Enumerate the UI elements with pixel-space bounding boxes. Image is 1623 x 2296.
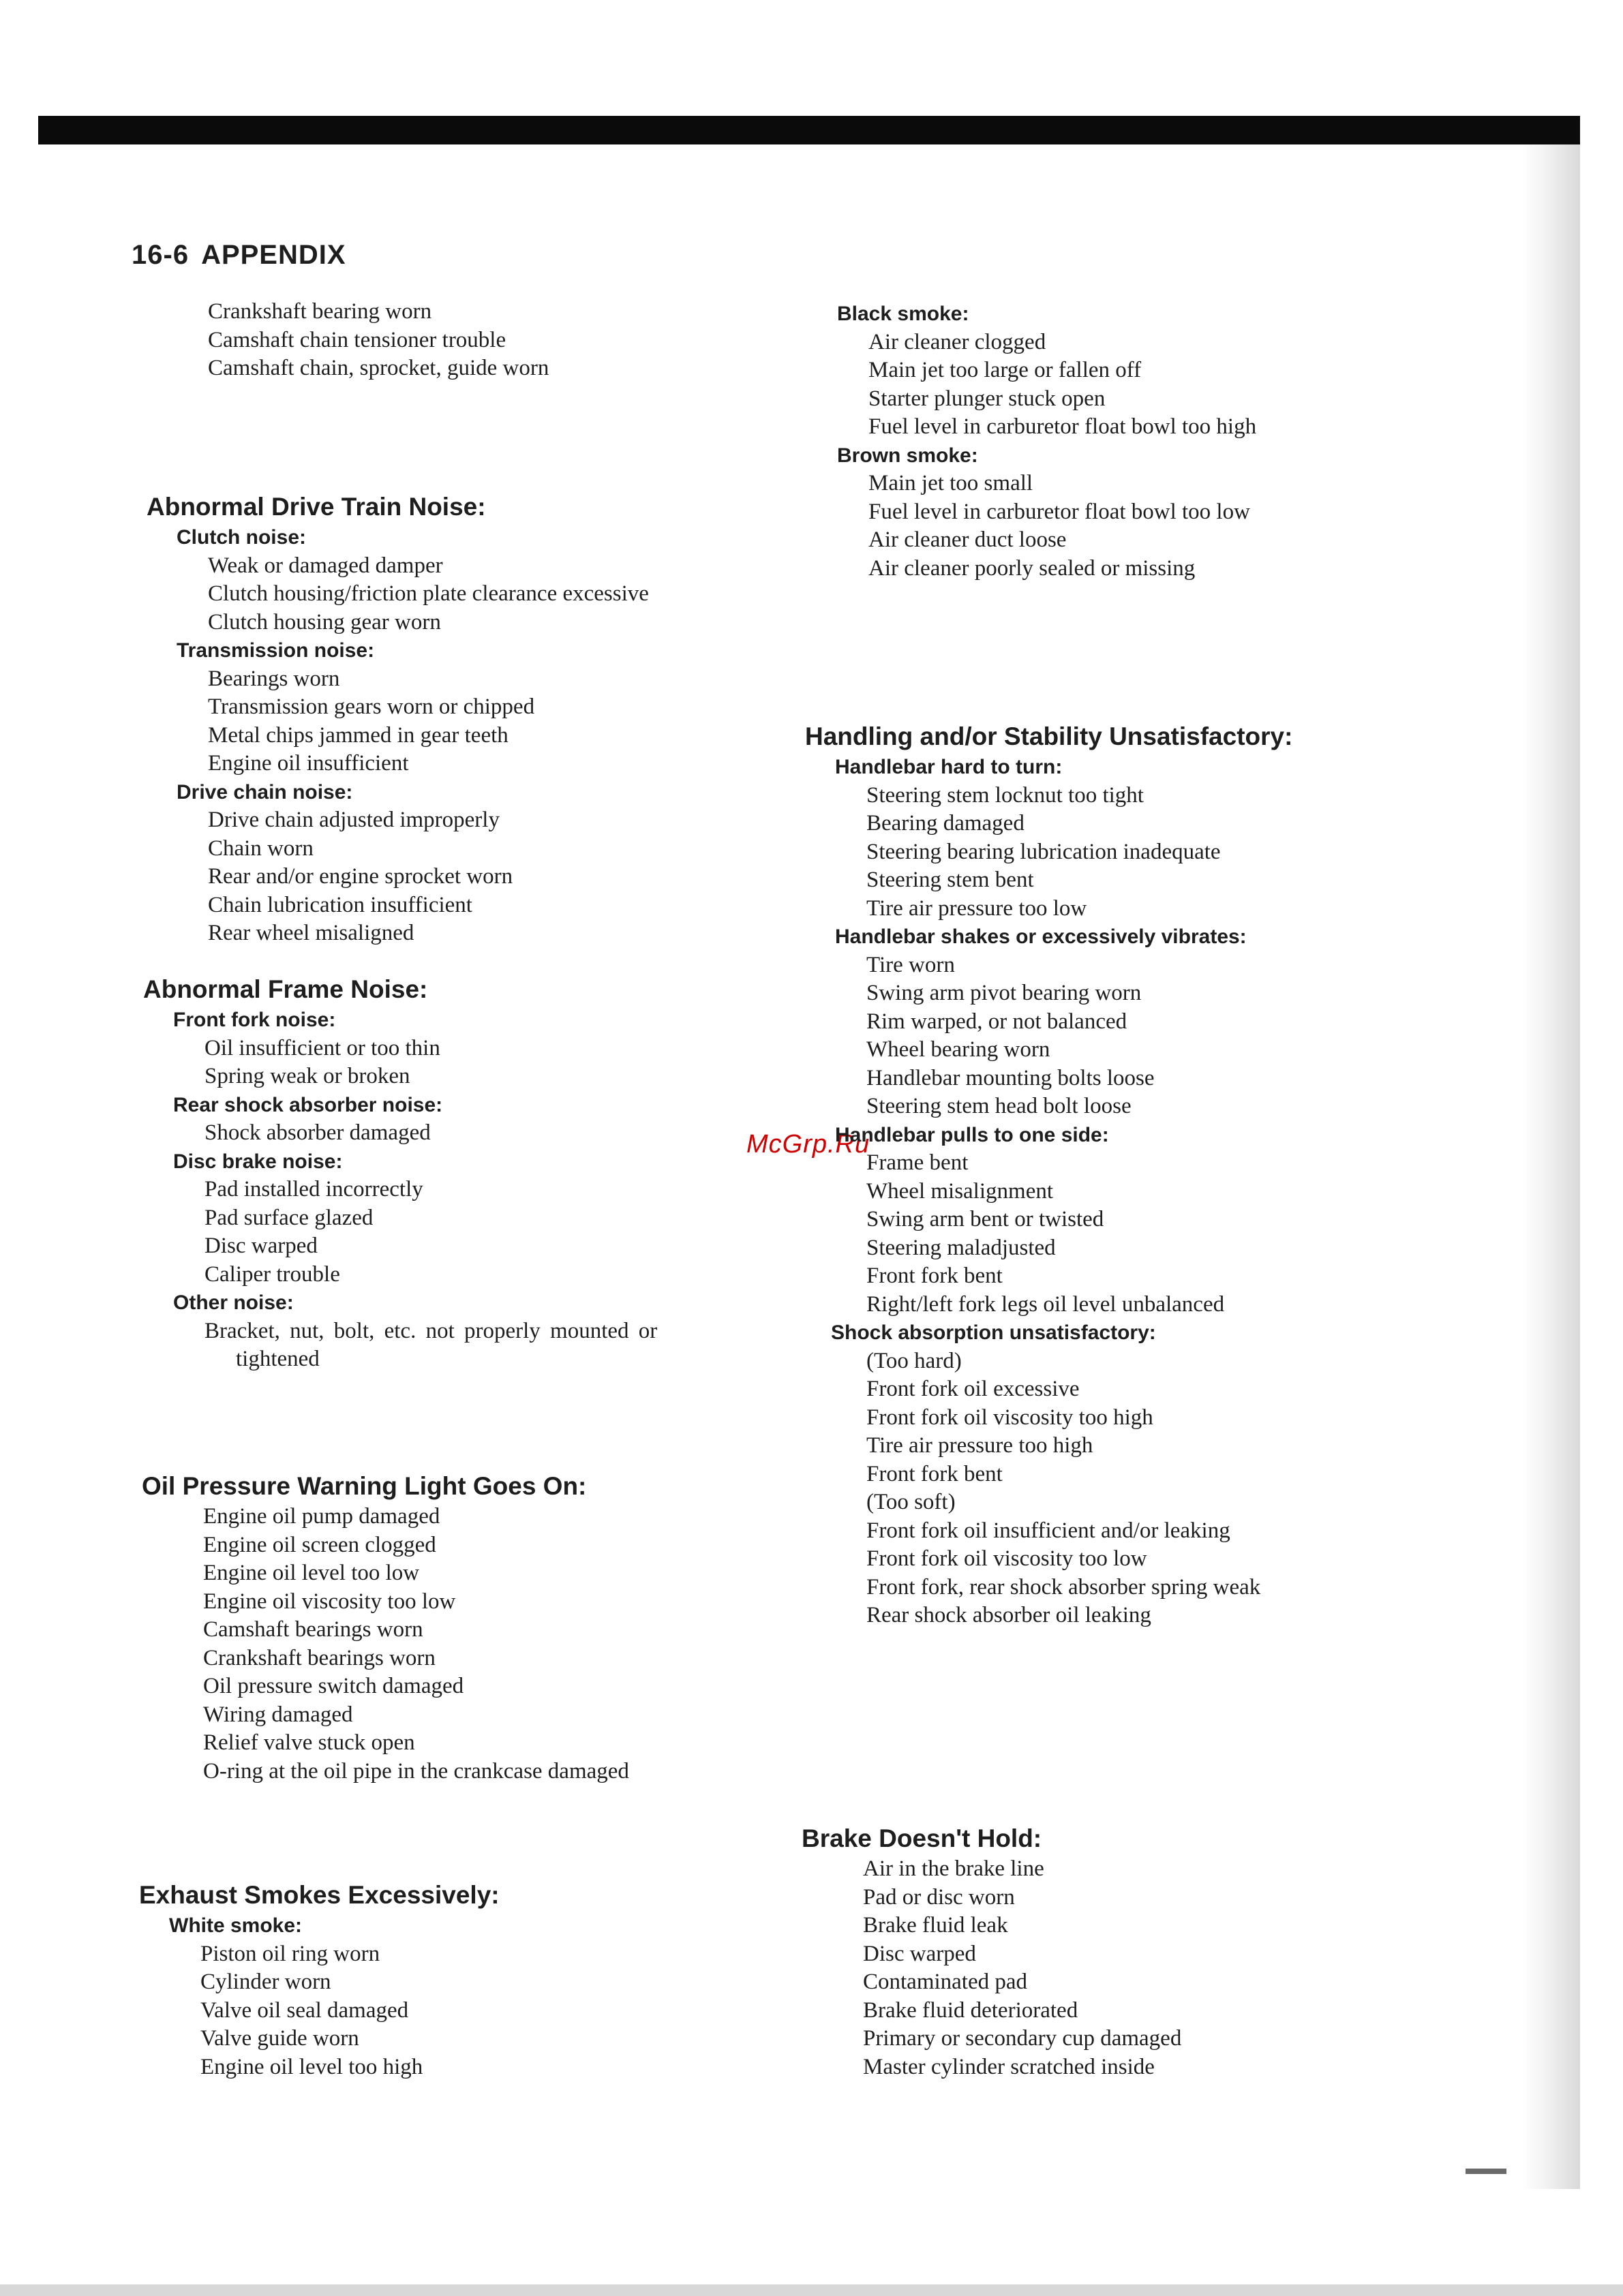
list-item: Right/left fork legs oil level unbalanced [866, 1291, 1225, 1317]
section-number: 16-6 [132, 240, 189, 270]
list-item: Oil insufficient or too thin [204, 1035, 440, 1060]
handling-section [805, 720, 1292, 1630]
list-item: Camshaft chain tensioner trouble [208, 327, 506, 352]
group-label: Disc brake noise: [173, 1150, 343, 1173]
list-item: Frame bent [866, 1150, 969, 1175]
list-item: Camshaft bearings worn [203, 1617, 423, 1642]
left-continuation [147, 298, 549, 383]
list-item: Engine oil level too low [203, 1561, 420, 1585]
list-item: Engine oil insufficient [208, 751, 409, 776]
list-item: Camshaft chain, sprocket, guide worn [208, 356, 549, 380]
list-item: Starter plunger stuck open [868, 386, 1106, 411]
list-item: Pad or disc worn [863, 1884, 1015, 1910]
list-item: Rim warped, or not balanced [866, 1009, 1127, 1034]
list-item: (Too soft) [866, 1490, 956, 1514]
list-item: Metal chips jammed in gear teeth [208, 722, 509, 748]
list-item: Valve oil seal damaged [200, 1997, 409, 2023]
section-heading: Handling and/or Stability Unsatisfactory: [805, 722, 1293, 750]
list-item: Caliper trouble [204, 1261, 340, 1287]
group-label: Other noise: [173, 1291, 294, 1314]
item-list [805, 1149, 1292, 1319]
item-list [143, 1035, 657, 1091]
list-item: (Too hard) [866, 1348, 962, 1373]
frame-noise-section [143, 973, 657, 1374]
list-item: Front fork oil viscosity too high [866, 1405, 1153, 1430]
list-item: Bearing damaged [866, 811, 1025, 836]
list-item: Bracket, nut, bolt, etc. not properly mounted or [204, 1318, 658, 1343]
section-heading: Exhaust Smokes Excessively: [139, 1881, 500, 1909]
group-label: Black smoke: [837, 303, 969, 325]
item-list [143, 1176, 657, 1289]
list-item: Brake fluid leak [863, 1913, 1008, 1938]
list-item: Steering stem bent [866, 868, 1034, 892]
list-item: Fuel level in carburetor float bowl too high [868, 414, 1257, 439]
list-item: Oil pressure switch damaged [203, 1674, 464, 1698]
list-item: Relief valve stuck open [203, 1730, 415, 1755]
section-heading: Brake Doesn't Hold: [802, 1824, 1042, 1852]
bottom-bar [0, 2284, 1623, 2296]
item-list [139, 1940, 500, 2082]
list-item: Front fork bent [866, 1264, 1003, 1288]
list-item: Drive chain adjusted improperly [208, 808, 500, 832]
item-list [143, 1317, 657, 1374]
list-item: Steering stem locknut too tight [866, 782, 1144, 808]
list-item: Swing arm bent or twisted [866, 1207, 1104, 1231]
group-label: Front fork noise: [173, 1009, 336, 1031]
list-item: Rear shock absorber oil leaking [866, 1603, 1151, 1627]
list-item: Transmission gears worn or chipped [208, 694, 535, 719]
list-item: Steering maladjusted [866, 1235, 1056, 1260]
item-list [807, 328, 1256, 442]
list-item: Clutch housing/friction plate clearance excessive [208, 581, 649, 606]
list-item: Shock absorber damaged [204, 1120, 431, 1145]
list-item: Spring weak or broken [204, 1064, 410, 1088]
continuation-list [147, 298, 549, 383]
group-label: Rear shock absorber noise: [173, 1093, 443, 1116]
list-item: Brake fluid deteriorated [863, 1997, 1078, 2023]
list-item: Steering bearing lubrication inadequate [866, 839, 1221, 864]
smoke-section [807, 300, 1256, 583]
exhaust-section [139, 1879, 500, 2081]
item-list [147, 806, 649, 948]
list-item: Tire air pressure too high [866, 1433, 1093, 1458]
list-item: Disc warped [863, 1941, 976, 1966]
list-item: Tire worn [866, 952, 955, 977]
list-item: Rear and/or engine sprocket worn [208, 864, 513, 889]
list-item: Weak or damaged damper [208, 553, 443, 578]
list-item: Air cleaner poorly sealed or missing [868, 555, 1196, 581]
list-item: Main jet too large or fallen off [868, 358, 1142, 382]
list-item: O-ring at the oil pipe in the crankcase damaged [203, 1758, 629, 1784]
list-item: Air in the brake line [863, 1856, 1044, 1881]
list-item: Swing arm pivot bearing worn [866, 981, 1142, 1005]
item-list [802, 1855, 1181, 2081]
list-item: Chain worn [208, 836, 314, 861]
group-label: Handlebar hard to turn: [835, 756, 1063, 778]
list-item: Master cylinder scratched inside [863, 2054, 1155, 2079]
list-item: Fuel level in carburetor float bowl too low [868, 499, 1250, 524]
top-black-bar [38, 116, 1580, 144]
list-item: Pad surface glazed [204, 1205, 374, 1230]
list-item: Wiring damaged [203, 1702, 353, 1727]
list-item: Cylinder worn [200, 1970, 331, 1994]
list-item: Primary or secondary cup damaged [863, 2026, 1182, 2051]
list-item: Crankshaft bearings worn [203, 1645, 436, 1670]
list-item: Contaminated pad [863, 1970, 1028, 1994]
list-item: Front fork oil insufficient and/or leaking [866, 1518, 1230, 1543]
list-item: Chain lubrication insufficient [208, 892, 472, 917]
list-item: Air cleaner clogged [868, 329, 1046, 354]
list-item: Front fork oil excessive [866, 1377, 1080, 1401]
list-item: Pad installed incorrectly [204, 1177, 423, 1201]
page-edge-shadow [1521, 144, 1580, 2189]
list-item: Front fork oil viscosity too low [866, 1546, 1147, 1571]
list-item: Front fork bent [866, 1461, 1003, 1486]
page-edge-mark [1466, 2169, 1506, 2174]
list-item: Valve guide worn [200, 2026, 359, 2051]
item-list [147, 552, 649, 637]
list-item: Clutch housing gear worn [208, 609, 441, 634]
list-item: Handlebar mounting bolts loose [866, 1065, 1155, 1090]
page-header [132, 240, 346, 271]
list-item: Main jet too small [868, 471, 1033, 495]
section-heading: Oil Pressure Warning Light Goes On: [142, 1472, 587, 1500]
list-item: Tire air pressure too low [866, 896, 1087, 921]
group-label: Clutch noise: [177, 526, 307, 549]
list-item: Crankshaft bearing worn [208, 299, 432, 324]
item-list [807, 470, 1256, 583]
group-label: Handlebar shakes or excessively vibrates: [835, 925, 1247, 948]
item-list [805, 1347, 1292, 1630]
brake-section [802, 1822, 1181, 2081]
group-label: Handlebar pulls to one side: [835, 1123, 1109, 1146]
group-label: Drive chain noise: [177, 780, 353, 803]
list-item: Piston oil ring worn [200, 1941, 380, 1966]
list-item: Disc warped [204, 1234, 318, 1258]
item-list [142, 1503, 629, 1786]
list-item: Front fork, rear shock absorber spring weak [866, 1574, 1261, 1599]
list-item: Engine oil viscosity too low [203, 1589, 456, 1614]
group-label: White smoke: [169, 1914, 303, 1937]
page-title: APPENDIX [201, 240, 346, 270]
drive-train-section [147, 491, 649, 948]
item-list [143, 1119, 657, 1148]
list-item: Engine oil pump damaged [203, 1504, 440, 1529]
item-list [805, 951, 1292, 1121]
oil-pressure-section [142, 1470, 629, 1786]
group-label: Brown smoke: [837, 444, 978, 467]
list-item: Wheel misalignment [866, 1178, 1054, 1204]
list-item: tightened [236, 1347, 320, 1371]
section-heading: Abnormal Frame Noise: [143, 975, 428, 1003]
list-item: Air cleaner duct loose [868, 527, 1067, 552]
list-item: Engine oil level too high [200, 2054, 423, 2079]
list-item: Wheel bearing worn [866, 1037, 1050, 1062]
item-list [805, 782, 1292, 923]
item-list [147, 665, 649, 778]
group-label: Shock absorption unsatisfactory: [831, 1321, 1156, 1344]
list-item: Engine oil screen clogged [203, 1532, 436, 1557]
section-heading: Abnormal Drive Train Noise: [147, 493, 486, 521]
list-item: Rear wheel misaligned [208, 921, 414, 945]
group-label: Transmission noise: [177, 639, 375, 662]
list-item: Bearings worn [208, 666, 340, 691]
watermark: McGrp.Ru [746, 1130, 870, 1159]
list-item: Steering stem head bolt loose [866, 1094, 1132, 1118]
